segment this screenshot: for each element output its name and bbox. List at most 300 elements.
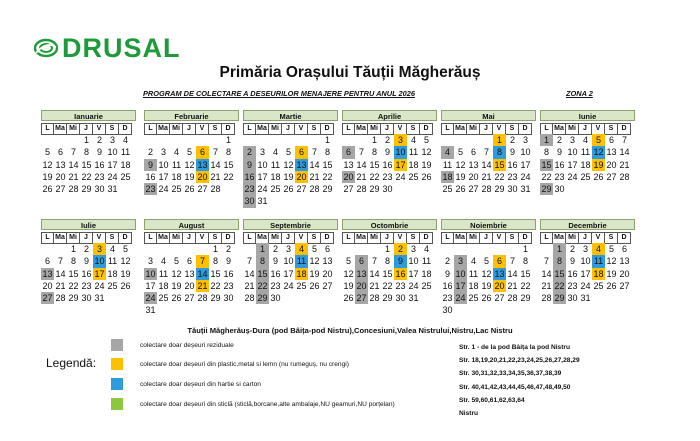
day-cell: 17: [580, 268, 591, 279]
day-cell: 14: [481, 159, 492, 170]
day-cell: 29: [520, 293, 531, 304]
legend-text-yellow: colectare doar deșeuri din plastic,metal si lemn (nu rumeguș, nu crengi): [140, 361, 349, 368]
weekday-label: Mi: [367, 232, 381, 244]
weekday-label: D: [617, 123, 631, 135]
street-item: Str. 18,19,20,21,22,23,24,25,26,27,28,29: [459, 357, 580, 365]
day-cell: 25: [120, 171, 131, 182]
day-cell: 4: [470, 256, 476, 267]
day-cell: 19: [421, 159, 432, 170]
day-cell: 28: [507, 293, 518, 304]
day-cell: 1: [384, 244, 390, 254]
day-cell: 13: [184, 268, 195, 279]
day-cell: 19: [309, 268, 320, 279]
day-cell: 24: [567, 171, 578, 182]
day-cell-residual: 15: [541, 159, 552, 170]
schedule-subtitle: PROGRAM DE COLECTARE A DESEURILOR MENAJERE PENTRU ANUL 2026: [143, 89, 415, 98]
day-cell-residual: 9: [144, 159, 157, 171]
day-cell-plastic: 21: [197, 280, 208, 291]
day-cell: 19: [171, 280, 182, 291]
area-title: Tăuții Măgherăuș-Dura (pod Bâița-pod Nistru),Concesiuni,Valea Nistrului,Nistru,Lac Nistru: [187, 326, 513, 335]
weekday-label: L: [243, 232, 256, 244]
legend-swatch-green: [111, 398, 123, 410]
day-grid: [540, 134, 635, 195]
month-name: Februarie: [144, 110, 239, 121]
weekday-label: L: [41, 232, 54, 244]
weekday-label: D: [320, 123, 334, 135]
weekday-label: Mi: [466, 232, 480, 244]
day-cell-paper: 11: [593, 256, 604, 267]
day-cell: 8: [543, 147, 549, 158]
street-item: Str. 40,41,42,43,44,45,46,47,48,49,50: [459, 383, 571, 391]
day-cell: 20: [55, 171, 66, 182]
weekday-header: [540, 123, 635, 133]
empty-cell: [144, 243, 157, 255]
weekday-label: V: [591, 123, 605, 135]
day-cell: 24: [94, 280, 105, 291]
day-cell: 25: [580, 171, 591, 182]
day-cell: 31: [145, 305, 156, 316]
weekday-label: J: [479, 232, 493, 244]
day-cell: 19: [42, 171, 53, 182]
day-grid: [41, 243, 136, 304]
day-cell: 22: [223, 171, 234, 182]
empty-cell: [441, 243, 454, 255]
day-cell: 21: [541, 280, 552, 291]
day-cell: 25: [270, 184, 281, 195]
day-cell: 6: [186, 256, 192, 267]
month-martie: [243, 110, 338, 208]
day-cell: 30: [395, 293, 406, 304]
empty-cell: [67, 134, 80, 146]
month-iulie: [41, 219, 136, 304]
day-grid: [441, 134, 536, 195]
empty-cell: [441, 134, 454, 146]
weekday-header: [41, 232, 136, 242]
day-cell: 23: [442, 293, 453, 304]
weekday-header: [144, 123, 239, 133]
weekday-label: Ma: [354, 123, 368, 135]
day-cell: 28: [481, 184, 492, 195]
weekday-label: J: [182, 123, 196, 135]
weekday-label: Mi: [268, 232, 282, 244]
day-cell: 20: [184, 280, 195, 291]
weekday-label: V: [393, 123, 407, 135]
day-cell: 2: [83, 244, 89, 254]
day-cell: 5: [122, 244, 128, 254]
day-cell: 25: [408, 171, 419, 182]
day-cell: 24: [395, 171, 406, 182]
month-name: Aprilie: [342, 110, 437, 121]
day-cell: 27: [197, 184, 208, 195]
day-cell: 4: [423, 244, 429, 254]
weekday-label: Ma: [53, 232, 67, 244]
day-cell: 31: [520, 184, 531, 195]
day-cell: 1: [212, 244, 218, 254]
day-cell-residual: 4: [441, 146, 454, 158]
weekday-label: V: [195, 123, 209, 135]
zone-label: ZONA 2: [566, 89, 593, 98]
day-cell: 27: [606, 171, 617, 182]
weekday-label: L: [144, 123, 157, 135]
day-cell: 29: [81, 184, 92, 195]
weekday-header: [41, 123, 136, 133]
day-cell: 26: [421, 171, 432, 182]
day-cell: 26: [343, 293, 354, 304]
day-cell-plastic: 1: [493, 134, 506, 146]
day-cell: 27: [619, 280, 630, 291]
day-cell: 18: [408, 159, 419, 170]
day-cell-residual: 16: [244, 171, 255, 182]
day-cell: 3: [160, 147, 166, 158]
empty-cell: [454, 134, 467, 146]
day-cell-paper: 13: [197, 159, 208, 170]
month-name: Ianuarie: [41, 110, 136, 121]
day-cell: 30: [382, 184, 393, 195]
day-cell: 16: [94, 159, 105, 170]
day-cell-plastic: 5: [592, 134, 605, 146]
day-cell: 30: [270, 293, 281, 304]
weekday-label: D: [221, 232, 235, 244]
day-cell-residual: 10: [145, 268, 156, 279]
day-cell: 29: [369, 184, 380, 195]
day-cell: 18: [580, 159, 591, 170]
day-cell: 2: [444, 256, 450, 267]
day-cell: 3: [522, 135, 528, 145]
weekday-label: D: [221, 123, 235, 135]
day-cell: 22: [494, 171, 505, 182]
day-cell: 20: [619, 268, 630, 279]
weekday-label: D: [518, 232, 532, 244]
day-cell: 8: [371, 147, 377, 158]
day-cell: 16: [567, 268, 578, 279]
weekday-header: [540, 232, 635, 242]
day-cell: 18: [107, 268, 118, 279]
day-cell: 14: [244, 268, 255, 279]
weekday-label: D: [419, 123, 433, 135]
weekday-label: Mi: [169, 232, 183, 244]
day-cell: 29: [494, 184, 505, 195]
day-cell: 30: [567, 293, 578, 304]
day-cell: 19: [120, 268, 131, 279]
month-februarie: [144, 110, 239, 195]
day-cell: 7: [246, 256, 252, 267]
day-cell-residual: 24: [145, 293, 156, 304]
weekday-label: J: [182, 232, 196, 244]
day-cell: 15: [520, 268, 531, 279]
day-cell: 24: [520, 171, 531, 182]
day-cell: 7: [543, 256, 549, 267]
day-cell: 11: [171, 159, 182, 170]
day-cell: 30: [442, 305, 453, 316]
weekday-label: Mi: [268, 123, 282, 135]
day-cell: 25: [593, 280, 604, 291]
day-cell: 7: [57, 256, 63, 267]
day-cell: 6: [470, 147, 476, 158]
day-cell-plastic: 16: [395, 268, 406, 279]
month-noiembrie: [441, 219, 536, 317]
day-cell: 5: [186, 147, 192, 158]
day-grid: [41, 134, 136, 195]
day-cell: 17: [520, 159, 531, 170]
weekday-label: V: [294, 232, 308, 244]
street-item: Str. 59,60,61,62,63,64: [459, 396, 525, 404]
weekday-label: J: [578, 232, 592, 244]
day-cell-plastic: 3: [394, 134, 407, 146]
day-cell-residual: 15: [257, 268, 268, 279]
day-cell-residual: 22: [554, 280, 565, 291]
month-name: Noiembrie: [441, 219, 536, 230]
brand-name: DRUSAL: [62, 33, 181, 63]
day-cell: 5: [173, 256, 179, 267]
weekday-label: V: [492, 232, 506, 244]
day-cell-plastic: 19: [593, 159, 604, 170]
day-cell: 6: [324, 244, 330, 254]
empty-cell: [157, 134, 170, 146]
day-cell-residual: 29: [541, 184, 552, 195]
day-cell: 20: [468, 171, 479, 182]
day-cell: 19: [481, 280, 492, 291]
day-cell: 11: [408, 147, 419, 158]
empty-cell: [480, 243, 493, 255]
day-cell: 19: [606, 268, 617, 279]
day-cell: 16: [382, 159, 393, 170]
empty-cell: [342, 243, 355, 255]
day-cell: 1: [225, 135, 231, 145]
day-cell-residual: 13: [356, 268, 367, 279]
street-item: Str. 30,31,32,33,34,35,36,37,38,39: [459, 370, 562, 378]
day-cell: 26: [481, 293, 492, 304]
day-cell-plastic: 6: [493, 255, 506, 267]
day-cell: 19: [455, 171, 466, 182]
month-name: Iunie: [540, 110, 635, 121]
day-cell: 23: [223, 280, 234, 291]
empty-cell: [467, 243, 480, 255]
day-cell-residual: 15: [554, 268, 565, 279]
weekday-label: J: [281, 232, 295, 244]
day-cell: 4: [410, 135, 416, 145]
day-cell: 31: [580, 293, 591, 304]
weekday-label: S: [208, 232, 222, 244]
day-cell: 2: [272, 244, 278, 254]
weekday-label: S: [208, 123, 222, 135]
day-cell: 23: [395, 280, 406, 291]
day-cell-residual: 6: [355, 255, 368, 267]
day-cell: 14: [507, 268, 518, 279]
day-cell: 20: [606, 159, 617, 170]
day-cell: 10: [567, 147, 578, 158]
weekday-label: J: [281, 123, 295, 135]
day-cell-plastic: 17: [395, 159, 406, 170]
day-cell: 17: [283, 268, 294, 279]
day-cell: 11: [580, 147, 591, 158]
day-cell-plastic: 20: [296, 171, 307, 182]
day-cell: 26: [171, 293, 182, 304]
legend-swatch-blue: [111, 378, 123, 390]
day-cell: 2: [147, 147, 153, 158]
day-cell: 21: [507, 280, 518, 291]
day-cell: 1: [70, 244, 76, 254]
day-cell: 9: [509, 147, 515, 158]
day-cell: 30: [81, 293, 92, 304]
day-cell: 3: [582, 244, 588, 254]
month-iunie: [540, 110, 635, 195]
day-cell: 31: [408, 293, 419, 304]
month-decembrie: [540, 219, 635, 304]
day-cell: 7: [358, 147, 364, 158]
day-cell: 28: [244, 293, 255, 304]
day-cell: 17: [408, 268, 419, 279]
empty-cell: [54, 134, 67, 146]
empty-cell: [170, 243, 183, 255]
day-cell-residual: 23: [145, 184, 156, 195]
day-cell: 17: [145, 280, 156, 291]
weekday-label: V: [294, 123, 308, 135]
day-cell-plastic: 6: [295, 146, 308, 158]
day-cell: 28: [541, 293, 552, 304]
weekday-label: L: [243, 123, 256, 135]
day-cell: 17: [257, 171, 268, 182]
day-cell: 21: [68, 171, 79, 182]
day-cell-paper: 10: [395, 147, 406, 158]
day-grid: [243, 243, 338, 304]
day-cell: 26: [593, 171, 604, 182]
day-cell: 11: [442, 159, 453, 170]
empty-cell: [295, 134, 308, 146]
weekday-label: Mi: [66, 232, 80, 244]
day-cell: 10: [283, 256, 294, 267]
day-cell: 8: [83, 147, 89, 158]
day-cell: 6: [57, 147, 63, 158]
day-cell: 5: [345, 256, 351, 267]
day-cell: 19: [343, 280, 354, 291]
day-cell: 21: [210, 171, 221, 182]
day-cell: 24: [283, 280, 294, 291]
day-cell-residual: 27: [356, 293, 367, 304]
empty-cell: [355, 243, 368, 255]
day-cell: 13: [468, 159, 479, 170]
weekday-label: S: [307, 232, 321, 244]
empty-cell: [282, 134, 295, 146]
day-cell: 24: [257, 184, 268, 195]
day-cell: 27: [184, 293, 195, 304]
day-cell: 27: [468, 184, 479, 195]
day-cell: 17: [107, 159, 118, 170]
day-cell: 7: [311, 147, 317, 158]
drusal-logo: [34, 34, 181, 62]
month-name: Mai: [441, 110, 536, 121]
day-cell: 10: [257, 159, 268, 170]
day-cell: 11: [107, 256, 118, 267]
day-cell: 14: [541, 268, 552, 279]
day-cell-plastic: 6: [196, 146, 209, 158]
day-cell: 12: [120, 256, 131, 267]
day-cell: 4: [173, 147, 179, 158]
day-cell: 3: [410, 244, 416, 254]
weekday-label: L: [144, 232, 157, 244]
weekday-label: Ma: [255, 123, 269, 135]
empty-cell: [183, 243, 196, 255]
day-cell-residual: 27: [42, 293, 53, 304]
day-cell: 18: [468, 280, 479, 291]
day-cell: 27: [494, 293, 505, 304]
day-cell-paper: 13: [494, 268, 505, 279]
day-cell: 22: [68, 280, 79, 291]
day-cell: 30: [507, 184, 518, 195]
day-cell: 28: [369, 293, 380, 304]
day-cell: 2: [569, 244, 575, 254]
weekday-label: S: [505, 123, 519, 135]
day-cell: 12: [481, 268, 492, 279]
day-cell: 13: [322, 256, 333, 267]
day-cell-paper: 10: [94, 256, 105, 267]
empty-cell: [41, 243, 54, 255]
weekday-label: S: [505, 232, 519, 244]
empty-cell: [368, 243, 381, 255]
day-cell: 11: [158, 268, 169, 279]
weekday-label: Ma: [354, 232, 368, 244]
day-cell: 9: [272, 256, 278, 267]
day-cell-residual: 3: [454, 255, 467, 267]
day-cell: 7: [70, 147, 76, 158]
day-cell-residual: 29: [554, 293, 565, 304]
day-cell-residual: 1: [553, 243, 566, 255]
day-cell-residual: 20: [356, 280, 367, 291]
day-cell-plastic: 20: [197, 171, 208, 182]
day-cell: 22: [81, 171, 92, 182]
day-cell-residual: 29: [257, 293, 268, 304]
day-cell-residual: 8: [256, 255, 269, 267]
weekday-label: Ma: [255, 232, 269, 244]
day-cell-paper: 11: [296, 256, 307, 267]
day-cell: 31: [107, 184, 118, 195]
day-cell: 31: [94, 293, 105, 304]
month-name: Octombrie: [342, 219, 437, 230]
day-cell: 12: [421, 147, 432, 158]
weekday-label: S: [406, 232, 420, 244]
legend-swatch-yellow: [111, 358, 123, 370]
day-cell: 18: [158, 280, 169, 291]
day-cell: 11: [120, 147, 131, 158]
day-cell: 4: [122, 135, 128, 145]
day-cell: 7: [212, 147, 218, 158]
day-cell-residual: 2: [243, 146, 256, 158]
day-cell-paper: 9: [394, 255, 407, 267]
day-cell: 2: [509, 135, 515, 145]
weekday-label: S: [406, 123, 420, 135]
weekday-label: J: [479, 123, 493, 135]
weekday-label: S: [307, 123, 321, 135]
weekday-label: V: [492, 123, 506, 135]
weekday-label: J: [79, 232, 93, 244]
day-cell: 9: [83, 256, 89, 267]
day-cell: 15: [210, 268, 221, 279]
day-cell-plastic: 15: [494, 159, 505, 170]
day-cell-residual: 8: [553, 255, 566, 267]
street-list: [459, 341, 580, 420]
day-cell: 5: [44, 147, 50, 158]
weekday-label: Ma: [453, 232, 467, 244]
day-cell: 12: [606, 256, 617, 267]
day-cell: 21: [309, 171, 320, 182]
day-cell: 27: [322, 280, 333, 291]
day-cell-plastic: 4: [295, 243, 308, 255]
day-cell: 20: [322, 268, 333, 279]
weekday-label: S: [604, 123, 618, 135]
day-cell: 17: [567, 159, 578, 170]
day-cell: 31: [257, 196, 268, 207]
legend-text-green: colectare doar deșeuri din sticlă (sticlă,borcane,alte ambalaje,NU geamuri,NU porțelan): [140, 401, 395, 408]
weekday-label: Mi: [466, 123, 480, 135]
